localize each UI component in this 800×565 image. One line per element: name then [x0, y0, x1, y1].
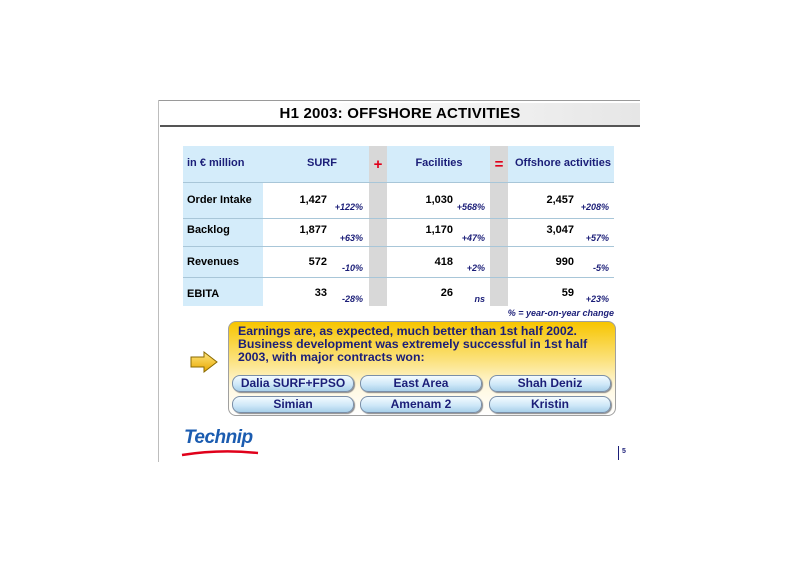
contract-pill: Simian [232, 396, 354, 413]
row-divider [183, 182, 614, 183]
slide-top-rule [158, 100, 640, 101]
plus-operator: + [373, 156, 383, 173]
row-label-ebita: EBITA [187, 288, 220, 300]
cell-value: 990 [555, 256, 574, 268]
cell-value: 33 [314, 287, 327, 299]
cell-value: 1,030 [425, 194, 453, 206]
cell-value: 1,877 [299, 224, 327, 236]
cell-change: -10% [341, 263, 363, 273]
row-divider [183, 246, 614, 247]
row-label-revenues: Revenues [187, 256, 239, 268]
cell-change: -5% [592, 263, 609, 273]
cell-value: 1,170 [425, 224, 453, 236]
cell-value: 418 [434, 256, 453, 268]
cell-change: +23% [585, 294, 609, 304]
row-label-backlog: Backlog [187, 224, 230, 236]
cell-value: 572 [308, 256, 327, 268]
contract-pill: East Area [360, 375, 482, 392]
cell-change: -28% [341, 294, 363, 304]
cell-change: +122% [334, 202, 363, 212]
unit-label: in € million [187, 157, 245, 169]
contract-pill: Dalia SURF+FPSO [232, 375, 354, 392]
earnings-text: Earnings are, as expected, much better than 1st half 2002. Business development was extremely successful in 1st half 2003, with major contracts won: [238, 324, 588, 364]
cell-value: 26 [440, 287, 453, 299]
page-number-rule [618, 446, 619, 460]
contract-pill: Kristin [489, 396, 611, 413]
technip-logo: Technip [184, 427, 253, 448]
contract-pill: Amenam 2 [360, 396, 482, 413]
column-header-offshore: Offshore activities [515, 157, 611, 169]
table-footnote: % = year-on-year change [507, 308, 614, 318]
row-divider [183, 218, 614, 219]
row-divider [183, 277, 614, 278]
logo-swoosh-icon [180, 448, 260, 458]
cell-value: 59 [561, 287, 574, 299]
page-number: 5 [622, 448, 626, 455]
slide-left-rule [158, 100, 159, 462]
cell-value: 2,457 [546, 194, 574, 206]
cell-change: +63% [339, 233, 363, 243]
contract-pill: Shah Deniz [489, 375, 611, 392]
earnings-callout [228, 321, 616, 416]
cell-value: 1,427 [299, 194, 327, 206]
cell-change: +568% [456, 202, 485, 212]
cell-change: +47% [461, 233, 485, 243]
activities-table [183, 146, 614, 318]
cell-change: +208% [580, 202, 609, 212]
cell-change: ns [474, 294, 485, 304]
row-label-order-intake: Order Intake [187, 194, 252, 206]
cell-change: +57% [585, 233, 609, 243]
arrow-right-icon [190, 351, 218, 373]
cell-value: 3,047 [546, 224, 574, 236]
title-rule [160, 125, 640, 127]
column-header-surf: SURF [307, 157, 337, 169]
cell-change: +2% [466, 263, 485, 273]
equals-operator: = [494, 156, 504, 173]
page-title: H1 2003: OFFSHORE ACTIVITIES [279, 105, 521, 122]
column-header-facilities: Facilities [415, 157, 463, 169]
